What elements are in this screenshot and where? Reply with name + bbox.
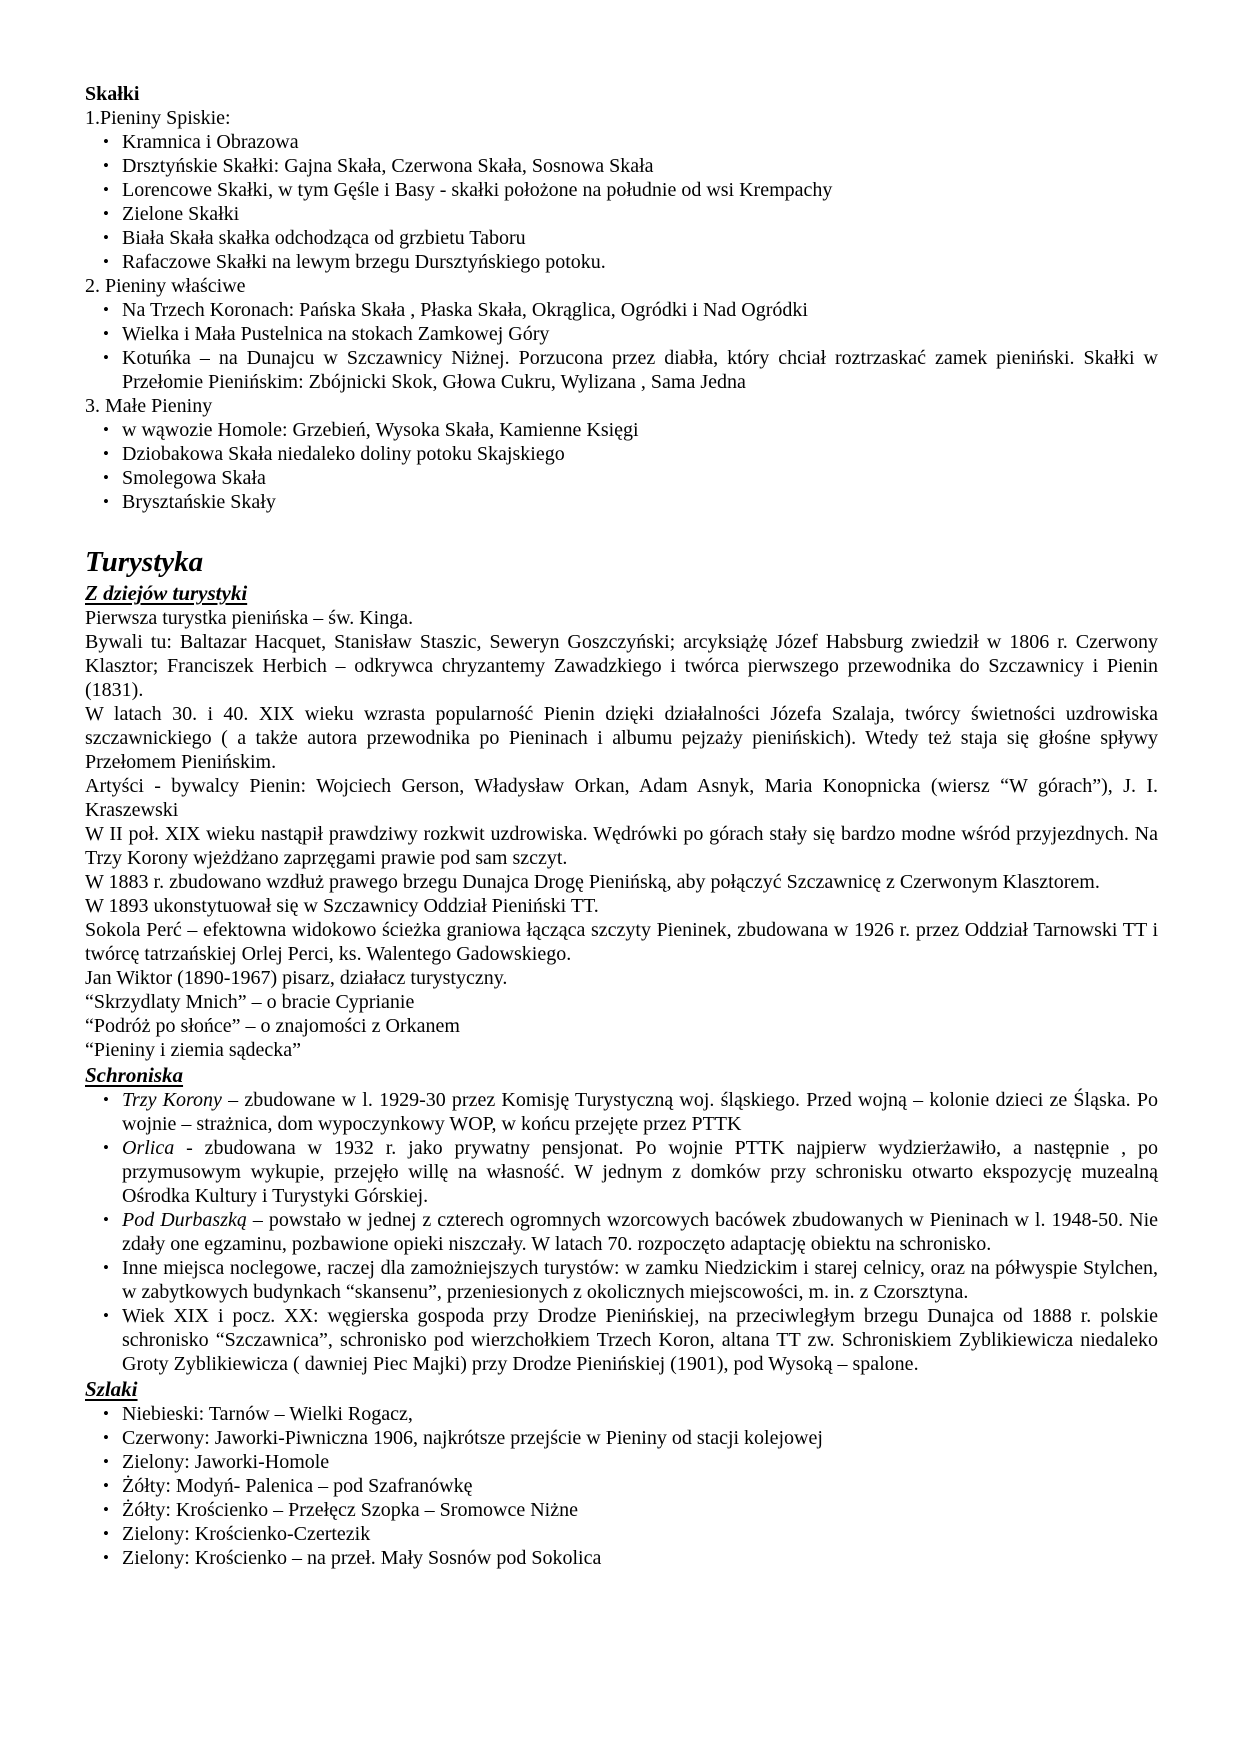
section-heading: Skałki (85, 83, 140, 105)
bullet-icon: • (103, 420, 109, 439)
bullet-icon: • (103, 1404, 109, 1423)
list-item-text: Biała Skała skałka odchodząca od grzbietu Taboru (122, 227, 526, 249)
list-item (85, 346, 1158, 394)
bullet-list (85, 418, 1158, 514)
list-item (85, 226, 1158, 250)
list-item (85, 202, 1158, 226)
bullet-icon: • (103, 204, 109, 223)
bullet-icon: • (103, 180, 109, 199)
list-item (85, 1474, 1158, 1498)
bullet-list (85, 1088, 1158, 1376)
bullet-icon: • (103, 468, 109, 487)
bullet-icon: • (103, 132, 109, 151)
bullet-list (85, 298, 1158, 394)
list-item-text: w wąwozie Homole: Grzebień, Wysoka Skała, Kamienne Księgi (122, 419, 639, 441)
list-item (85, 1088, 1158, 1136)
bullet-icon: • (103, 300, 109, 319)
paragraph: 1.Pieniny Spiskie: (85, 107, 231, 129)
bullet-icon: • (103, 1258, 109, 1277)
paragraph: Bywali tu: Baltazar Hacquet, Stanisław Staszic, Seweryn Goszczyński; arcyksiążę Józef Habsburg zwiedził w 1806 r. Czerwony Klasztor; Franciszek Herbich – odkrywca chryzantemy Zawadzkiego i twórca pierwszego przewodnika do Szczawnicy i Pienin (1831). (85, 631, 1158, 701)
paragraph: Pierwsza turystka pienińska – św. Kinga. (85, 607, 414, 629)
paragraph: 2. Pieniny właściwe (85, 275, 246, 297)
bullet-icon: • (103, 324, 109, 343)
list-item-lead: Orlica (122, 1137, 175, 1159)
list-item-text: Drsztyńskie Skałki: Gajna Skała, Czerwona Skała, Sosnowa Skała (122, 155, 654, 177)
sub-heading: Z dziejów turystyki (85, 581, 248, 605)
bullet-icon: • (103, 1138, 109, 1157)
list-item (85, 1402, 1158, 1426)
bullet-icon: • (103, 252, 109, 271)
list-item (85, 1304, 1158, 1376)
list-item-text: Wiek XIX i pocz. XX: węgierska gospoda przy Drodze Pienińskiej, na przeciwległym brzegu Dunajca od 1888 r. polskie schronisko “Szczawnica”, schronisko pod wierzchołkiem Trzech Koron, altana TT zw. Schroniskiem Zyblikiewicza niedaleko Groty Zyblikiewicza ( dawniej Piec Majki) przy Drodze Pienińskiej (1901), pod Wysoką – spalone. (122, 1305, 1158, 1375)
bullet-icon: • (103, 348, 109, 367)
list-item (85, 418, 1158, 442)
paragraph: 3. Małe Pieniny (85, 395, 213, 417)
list-item-text: Wielka i Mała Pustelnica na stokach Zamkowej Góry (122, 323, 550, 345)
list-item (85, 1136, 1158, 1208)
list-item-text: Na Trzech Koronach: Pańska Skała , Płaska Skała, Okrąglica, Ogródki i Nad Ogródki (122, 299, 808, 321)
bullet-icon: • (103, 1306, 109, 1325)
bullet-list (85, 130, 1158, 274)
list-item-text: – powstało w jednej z czterech ogromnych wzorcowych bacówek zbudowanych w Pieninach w l. 1948-50. Nie zdały one egzaminu, pozbawione opieki niszczały. W latach 70. rozpoczęto adaptację obiektu na schronisko. (122, 1209, 1159, 1255)
list-item-text: Smolegowa Skała (122, 467, 266, 489)
bullet-icon: • (103, 492, 109, 511)
list-item (85, 1208, 1158, 1256)
paragraph: “Skrzydlaty Mnich” – o bracie Cyprianie (85, 991, 415, 1013)
list-item (85, 178, 1158, 202)
list-item-text: Żółty: Krościenko – Przełęcz Szopka – Sromowce Niżne (122, 1499, 578, 1521)
list-item-text: Zielone Skałki (122, 203, 240, 225)
bullet-icon: • (103, 1428, 109, 1447)
list-item-text: Żółty: Modyń- Palenica – pod Szafranówkę (122, 1475, 473, 1497)
list-item (85, 490, 1158, 514)
list-item-text: Kotuńka – na Dunajcu w Szczawnicy Niżnej. Porzucona przez diabła, który chciał roztrzaskać zamek pieniński. Skałki w Przełomie Pienińskim: Zbójnicki Skok, Głowa Cukru, Wylizana , Sama Jedna (122, 347, 1158, 393)
list-item-lead: Pod Durbaszką (122, 1209, 247, 1231)
bullet-icon: • (103, 1090, 109, 1109)
paragraph: W 1883 r. zbudowano wzdłuż prawego brzegu Dunajca Drogę Pienińską, aby połączyć Szczawnicę z Czerwonym Klasztorem. (85, 871, 1100, 893)
list-item-text: - zbudowana w 1932 r. jako prywatny pensjonat. Po wojnie PTTK najpierw wydzierżawiło, a następnie , po przymusowym wykupie, przejęło willę na własność. W jednym z domków przy schronisku otwarto ekspozycję muzealną Ośrodka Kultury i Turystyki Górskiej. (122, 1137, 1158, 1207)
paragraph: Jan Wiktor (1890-1967) pisarz, działacz turystyczny. (85, 967, 508, 989)
list-item (85, 1546, 1158, 1570)
paragraph: Sokola Perć – efektowna widokowo ścieżka graniowa łącząca szczyty Pieninek, zbudowana w 1926 r. przez Oddział Tarnowski TT i twórcę tatrzańskiej Orlej Perci, ks. Walentego Gadowskiego. (85, 919, 1158, 965)
paragraph: W latach 30. i 40. XIX wieku wzrasta popularność Pienin dzięki działalności Józefa Szalaja, twórcy świetności uzdrowiska szczawnickiego ( a także autora przewodnika po Pieninach i albumu pejzaży pienińskich). Wtedy też staja się głośne spływy Przełomem Pienińskim. (85, 703, 1158, 773)
list-item (85, 1450, 1158, 1474)
list-item-text: Kramnica i Obrazowa (122, 131, 299, 153)
paragraph: W 1893 ukonstytuował się w Szczawnicy Oddział Pieniński TT. (85, 895, 599, 917)
paragraph: “Pieniny i ziemia sądecka” (85, 1039, 302, 1061)
list-item-text: Niebieski: Tarnów – Wielki Rogacz, (122, 1403, 413, 1425)
bullet-icon: • (103, 1548, 109, 1567)
list-item (85, 1522, 1158, 1546)
list-item-text: Lorencowe Skałki, w tym Gęśle i Basy - skałki położone na południe od wsi Krempachy (122, 179, 833, 201)
list-item-text: Inne miejsca noclegowe, raczej dla zamożniejszych turystów: w zamku Niedzickim i starej celnicy, oraz na półwyspie Stylchen, w zabytkowych budynkach “skansenu”, przeniesionych z okolicznych miejscowości, m. in. z Czorsztyna. (122, 1257, 1158, 1303)
list-item (85, 298, 1158, 322)
list-item-text: Dziobakowa Skała niedaleko doliny potoku Skajskiego (122, 443, 565, 465)
list-item (85, 154, 1158, 178)
bullet-icon: • (103, 1524, 109, 1543)
page-title: Turystyka (85, 546, 204, 578)
list-item (85, 1498, 1158, 1522)
list-item-text: Rafaczowe Skałki na lewym brzegu Dursztyńskiego potoku. (122, 251, 606, 273)
list-item (85, 322, 1158, 346)
list-item-text: Zielony: Jaworki-Homole (122, 1451, 330, 1473)
list-item (85, 130, 1158, 154)
bullet-icon: • (103, 228, 109, 247)
list-item-text: Zielony: Krościenko – na przeł. Mały Sosnów pod Sokolica (122, 1547, 602, 1569)
paragraph: Artyści - bywalcy Pienin: Wojciech Gerson, Władysław Orkan, Adam Asnyk, Maria Konopnicka (wiersz “W górach”), J. I. Kraszewski (85, 775, 1158, 821)
list-item (85, 1426, 1158, 1450)
paragraph: “Podróż po słońce” – o znajomości z Orkanem (85, 1015, 460, 1037)
bullet-icon: • (103, 1476, 109, 1495)
paragraph: W II poł. XIX wieku nastąpił prawdziwy rozkwit uzdrowiska. Wędrówki po górach stały się bardzo modne wśród przyjezdnych. Na Trzy Korony wjeżdżano zaprzęgami prawie pod sam szczyt. (85, 823, 1158, 869)
list-item (85, 250, 1158, 274)
list-item-lead: Trzy Korony (122, 1089, 222, 1111)
bullet-icon: • (103, 444, 109, 463)
bullet-list (85, 1402, 1158, 1570)
list-item-text: Brysztańskie Skały (122, 491, 276, 513)
bullet-icon: • (103, 156, 109, 175)
list-item (85, 442, 1158, 466)
list-item (85, 1256, 1158, 1304)
list-item (85, 466, 1158, 490)
bullet-icon: • (103, 1500, 109, 1519)
bullet-icon: • (103, 1210, 109, 1229)
bullet-icon: • (103, 1452, 109, 1471)
list-item-text: Zielony: Krościenko-Czertezik (122, 1523, 371, 1545)
sub-heading: Szlaki (85, 1377, 138, 1401)
list-item-text: Czerwony: Jaworki-Piwniczna 1906, najkrótsze przejście w Pieniny od stacji kolejowej (122, 1427, 823, 1449)
list-item-text: – zbudowane w l. 1929-30 przez Komisję Turystyczną woj. śląskiego. Przed wojną – kolonie dzieci ze Śląska. Po wojnie – strażnica, dom wypoczynkowy WOP, w końcu przejęte przez PTTK (122, 1089, 1158, 1135)
sub-heading: Schroniska (85, 1063, 184, 1087)
